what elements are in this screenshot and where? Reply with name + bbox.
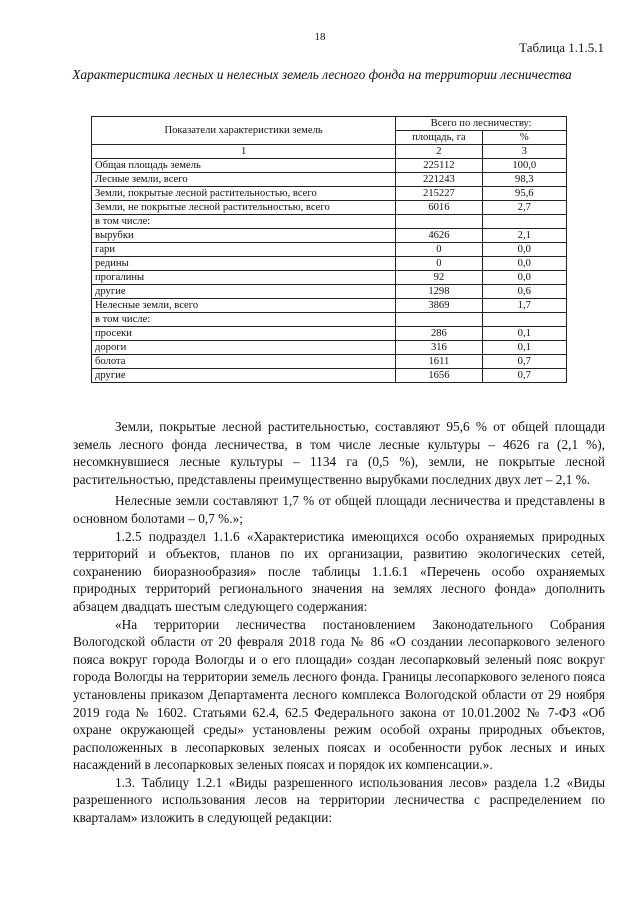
row-label: Общая площадь земель [92, 159, 396, 173]
row-area [396, 313, 482, 327]
row-area: 1611 [396, 355, 482, 369]
paragraph: 1.2.5 подраздел 1.1.6 «Характеристика имеющихся особо охраняемых природных территорий и объектов, планов по их организации, развитию экологических сетей, сохранению биоразнообразия» после таблицы 1.1.6.1 «Перечень особо охраняемых природных территорий регионального значения на землях лесного фонда» дополнить абзацем двадцать шестым следующего содержания: [73, 528, 605, 614]
table-row [92, 257, 567, 271]
row-label: Земли, не покрытые лесной растительностью, всего [92, 201, 396, 215]
row-percent: 0,0 [482, 243, 566, 257]
row-percent: 98,3 [482, 173, 566, 187]
table-row [92, 159, 567, 173]
table-index-row [92, 145, 567, 159]
table-caption: Характеристика лесных и нелесных земель лесного фонда на территории лесничества [72, 67, 572, 82]
row-area: 316 [396, 341, 482, 355]
row-percent: 0,0 [482, 271, 566, 285]
row-area: 92 [396, 271, 482, 285]
row-percent: 0,1 [482, 327, 566, 341]
row-area: 221243 [396, 173, 482, 187]
table-row [92, 369, 567, 383]
row-label: Лесные земли, всего [92, 173, 396, 187]
row-area: 0 [396, 243, 482, 257]
row-label: Земли, покрытые лесной растительностью, всего [92, 187, 396, 201]
table-row [92, 299, 567, 313]
row-percent [482, 215, 566, 229]
row-label: другие [92, 285, 396, 299]
row-percent: 0,7 [482, 369, 566, 383]
row-label: дороги [92, 341, 396, 355]
table-row [92, 271, 567, 285]
row-area: 0 [396, 257, 482, 271]
row-label: прогалины [92, 271, 396, 285]
row-percent: 0,6 [482, 285, 566, 299]
row-percent: 95,6 [482, 187, 566, 201]
index-cell: 1 [92, 145, 396, 159]
paragraph: 1.3. Таблицу 1.2.1 «Виды разрешенного использования лесов» раздела 1.2 «Виды разрешенного использования лесов на территории лесничества с распределением по кварталам» изложить в следующей редакции: [73, 774, 605, 826]
row-area [396, 215, 482, 229]
row-label: вырубки [92, 229, 396, 243]
row-percent: 0,7 [482, 355, 566, 369]
table-row [92, 187, 567, 201]
paragraph: Земли, покрытые лесной растительностью, составляют 95,6 % от общей площади земель лесного фонда лесничества, в том числе лесные культуры – 4626 га (2,1 %), несомкнувшиеся лесные культуры – 1134 га (0,5 %), земли, не покрытые лесной растительностью, представлены преимущественно вырубками последних двух лет – 2,1 %. [73, 419, 605, 487]
row-area: 225112 [396, 159, 482, 173]
table-row [92, 355, 567, 369]
index-cell: 2 [396, 145, 482, 159]
row-percent: 2,1 [482, 229, 566, 243]
row-percent: 2,7 [482, 201, 566, 215]
table-row [92, 201, 567, 215]
row-area: 1298 [396, 285, 482, 299]
row-area: 215227 [396, 187, 482, 201]
page-number: 18 [314, 31, 326, 43]
row-area: 3869 [396, 299, 482, 313]
row-label: редины [92, 257, 396, 271]
table-row [92, 341, 567, 355]
row-label: болота [92, 355, 396, 369]
header-total: Всего по лесничеству: [396, 117, 567, 131]
row-percent: 100,0 [482, 159, 566, 173]
paragraph: «На территории лесничества постановлением Законодательного Собрания Вологодской области от 20 февраля 2018 года № 86 «О создании лесопаркового зеленого пояса вокруг города Вологды и о его площади» создан лесопарковый зеленый пояс вокруг города Вологды на территории земель лесного фонда. Границы лесопаркового зеленого пояса установлены приказом Департамента лесного комплекса Вологодской области от 29 ноября 2019 года № 1602. Статьями 62.4, 62.5 Федерального закона от 10.01.2002 № 7-ФЗ «Об охране окружающей среды» установлены режим особой охраны природных объектов, расположенных в лесопарковых зеленых поясах и особенности рубок лесных и иных насаждений в лесопарковых зеленых поясах и порядок их компенсации.». [73, 616, 605, 773]
row-percent: 0,0 [482, 257, 566, 271]
header-indicators: Показатели характеристики земель [92, 117, 396, 145]
row-label: в том числе: [92, 215, 396, 229]
body-text [73, 418, 605, 827]
row-label: другие [92, 369, 396, 383]
table-row [92, 313, 567, 327]
land-characteristics-table [91, 116, 567, 383]
table-row [92, 327, 567, 341]
paragraph: Нелесные земли составляют 1,7 % от общей площади лесничества и представлены в основном болотами – 0,7 %.»; [73, 493, 605, 526]
row-label: просеки [92, 327, 396, 341]
table-row [92, 285, 567, 299]
row-percent: 0,1 [482, 341, 566, 355]
index-cell: 3 [482, 145, 566, 159]
table-row [92, 215, 567, 229]
table-label: Таблица 1.1.5.1 [519, 40, 604, 55]
row-area: 6016 [396, 201, 482, 215]
row-label: Нелесные земли, всего [92, 299, 396, 313]
row-percent: 1,7 [482, 299, 566, 313]
row-label: гари [92, 243, 396, 257]
header-area: площадь, га [396, 131, 482, 145]
row-area: 4626 [396, 229, 482, 243]
table-row [92, 243, 567, 257]
row-percent [482, 313, 566, 327]
table-row [92, 229, 567, 243]
row-area: 286 [396, 327, 482, 341]
table-row [92, 173, 567, 187]
header-percent: % [482, 131, 566, 145]
row-label: в том числе: [92, 313, 396, 327]
row-area: 1656 [396, 369, 482, 383]
